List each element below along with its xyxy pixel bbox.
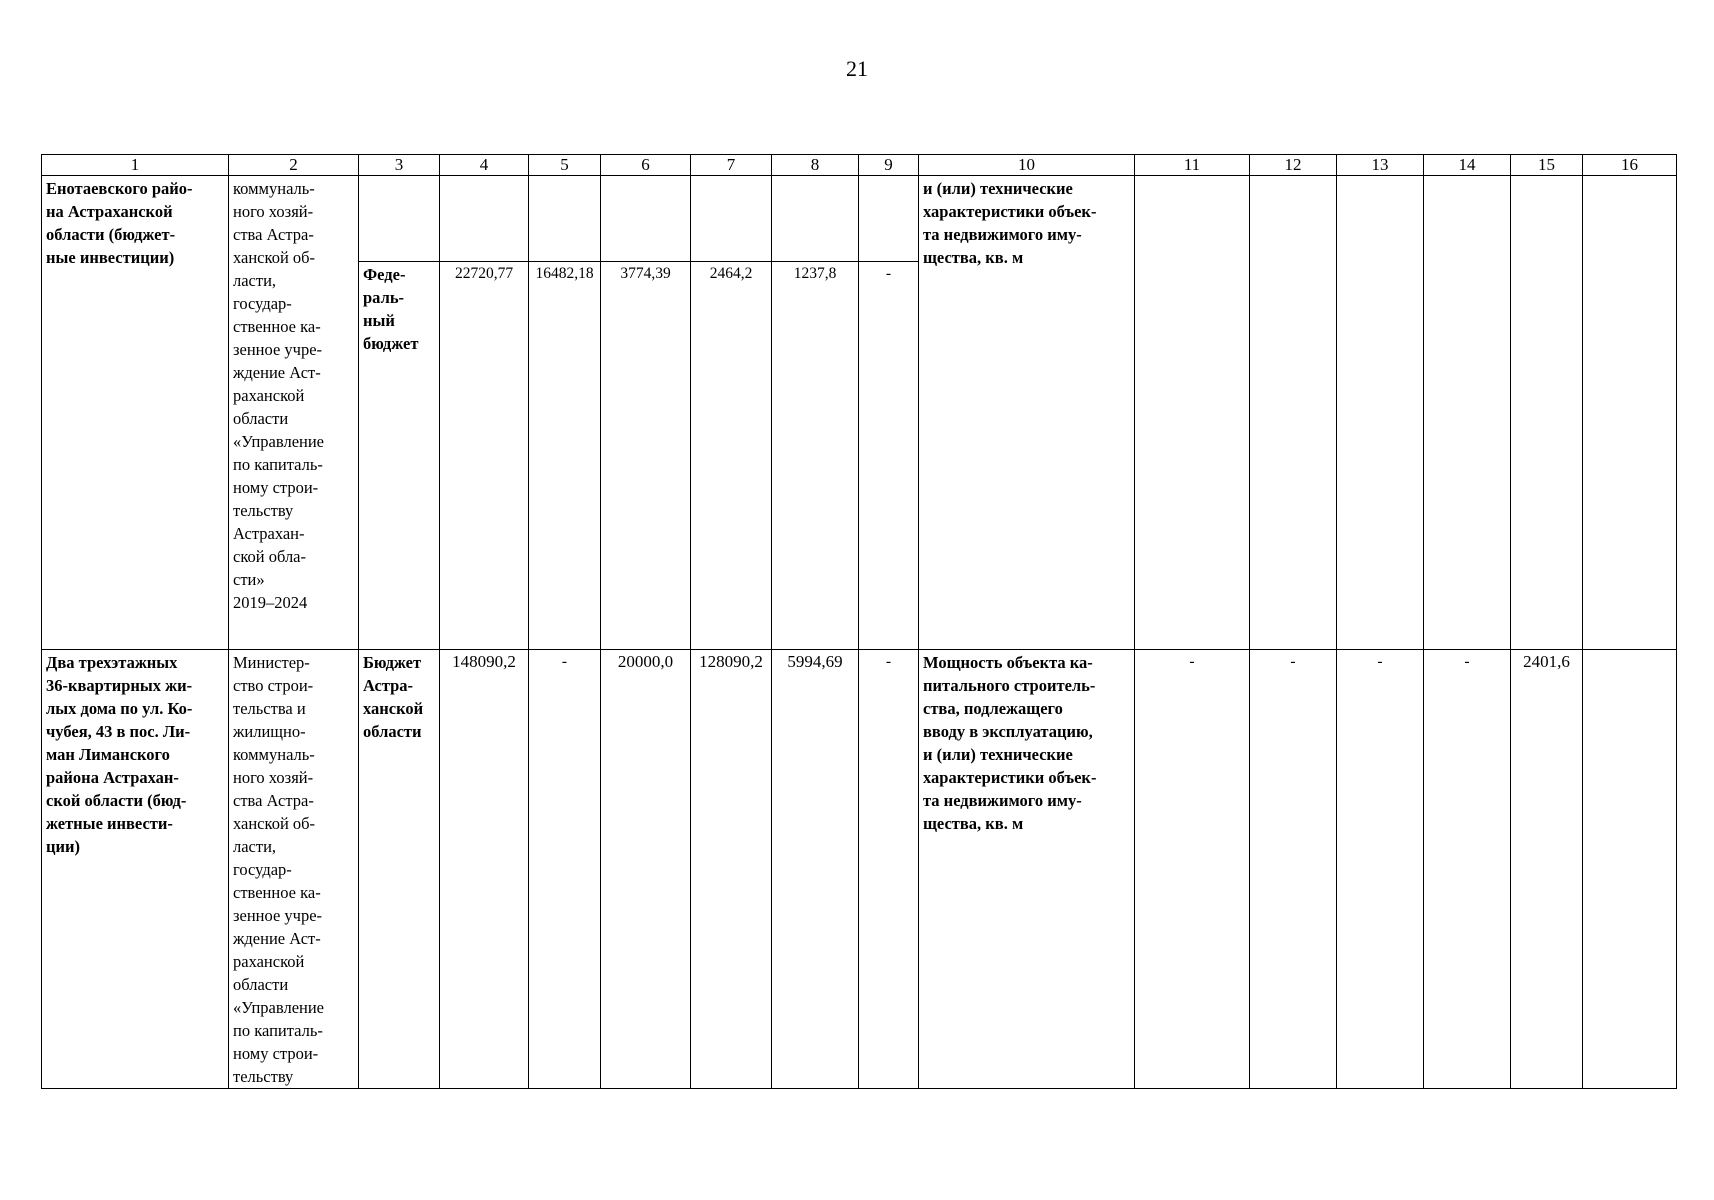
value-cell: - (859, 650, 919, 1089)
empty-cell (1337, 176, 1424, 650)
empty-cell (601, 176, 691, 262)
col-header: 13 (1337, 155, 1424, 176)
value-cell: - (859, 262, 919, 650)
value-cell: - (1250, 650, 1337, 1089)
col-header: 6 (601, 155, 691, 176)
funding-source-cell: Феде- раль- ный бюджет (359, 262, 440, 650)
value-cell: - (1424, 650, 1511, 1089)
value-cell: - (1135, 650, 1250, 1089)
responsible-cell: Министер- ство строи- тельства и жилищно- коммуналь- ного хозяй- ства Астра- ханской об- ласти, государ- ственное ка- зенное учре- ждение Аст- раханской области «Управление по капиталь- ному строи- тельству (229, 650, 359, 1089)
col-header: 11 (1135, 155, 1250, 176)
col-header: 15 (1511, 155, 1583, 176)
empty-cell (529, 176, 601, 262)
indicator-cell: и (или) технические характеристики объек- та недвижимого иму- щества, кв. м (919, 176, 1135, 650)
col-header: 9 (859, 155, 919, 176)
col-header: 16 (1583, 155, 1677, 176)
value-cell: 148090,2 (440, 650, 529, 1089)
value-cell (1583, 650, 1677, 1089)
table-row (42, 176, 1677, 262)
empty-cell (1135, 176, 1250, 650)
empty-cell (691, 176, 772, 262)
responsible-cell: коммуналь- ного хозяй- ства Астра- ханской об- ласти, государ- ственное ка- зенное учре- ждение Аст- раханской области «Управление по капиталь- ному строи- тельству Астрахан- ской обла- сти» 2019–2024 (229, 176, 359, 650)
value-cell: 22720,77 (440, 262, 529, 650)
value-cell: 16482,18 (529, 262, 601, 650)
budget-table (41, 154, 1677, 1089)
value-cell: 128090,2 (691, 650, 772, 1089)
object-name-cell: Енотаевского райо- на Астраханской области (бюджет- ные инвестиции) (42, 176, 229, 650)
empty-cell (1583, 176, 1677, 650)
col-header: 5 (529, 155, 601, 176)
value-cell: 2401,6 (1511, 650, 1583, 1089)
empty-cell (440, 176, 529, 262)
object-name-cell: Два трехэтажных 36-квартирных жи- лых дома по ул. Ко- чубея, 43 в пос. Ли- ман Лиманского района Астрахан- ской области (бюд- жетные инвести- ции) (42, 650, 229, 1089)
funding-source-cell: Бюджет Астра- ханской области (359, 650, 440, 1089)
col-header: 4 (440, 155, 529, 176)
value-cell: 5994,69 (772, 650, 859, 1089)
empty-cell (1511, 176, 1583, 650)
col-header: 2 (229, 155, 359, 176)
page-number: 21 (846, 56, 868, 81)
col-header: 12 (1250, 155, 1337, 176)
value-cell: 20000,0 (601, 650, 691, 1089)
value-cell: - (1337, 650, 1424, 1089)
col-header: 3 (359, 155, 440, 176)
empty-cell (772, 176, 859, 262)
value-cell: 1237,8 (772, 262, 859, 650)
table-row (42, 650, 1677, 1089)
empty-cell (1250, 176, 1337, 650)
col-header: 7 (691, 155, 772, 176)
col-header: 10 (919, 155, 1135, 176)
empty-cell (359, 176, 440, 262)
col-header: 1 (42, 155, 229, 176)
value-cell: 2464,2 (691, 262, 772, 650)
value-cell: - (529, 650, 601, 1089)
col-header: 8 (772, 155, 859, 176)
empty-cell (859, 176, 919, 262)
col-header: 14 (1424, 155, 1511, 176)
indicator-cell: Мощность объекта ка- питального строитель- ства, подлежащего вводу в эксплуатацию, и (или) технические характеристики объек- та недвижимого иму- щества, кв. м (919, 650, 1135, 1089)
value-cell: 3774,39 (601, 262, 691, 650)
empty-cell (1424, 176, 1511, 650)
column-number-row (42, 155, 1677, 176)
